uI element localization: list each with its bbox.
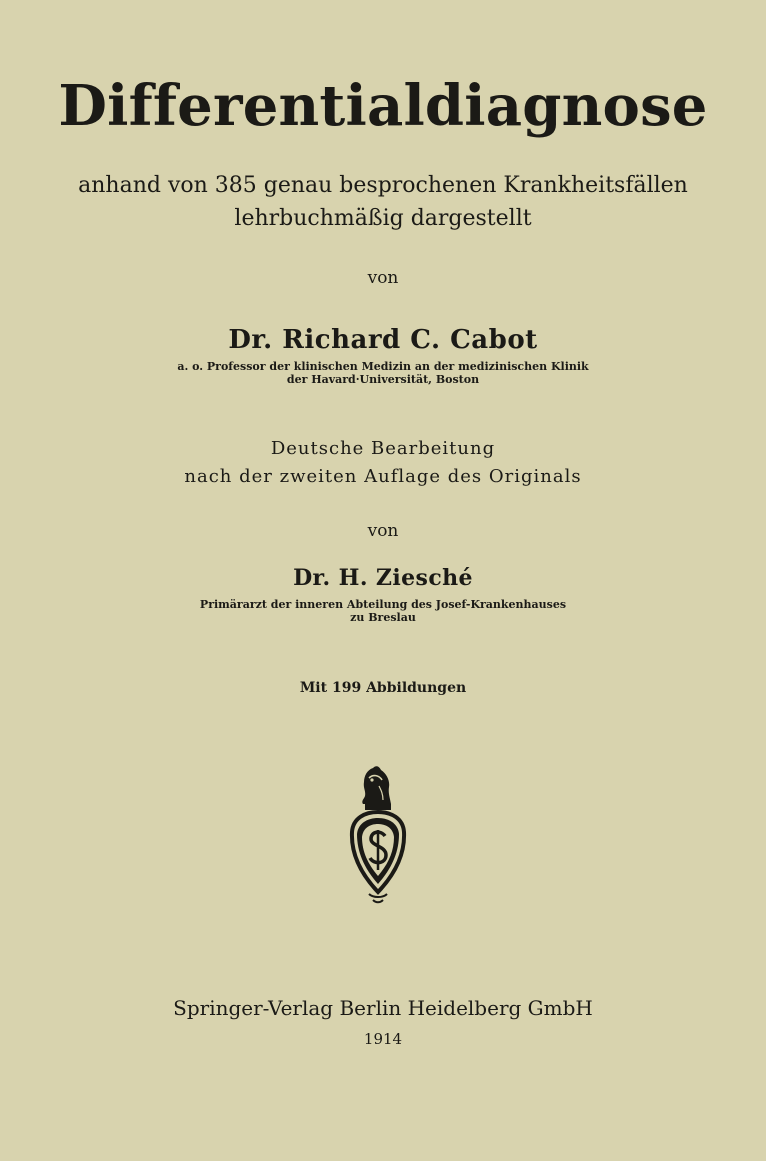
publisher-name: Springer-Verlag Berlin Heidelberg GmbH (173, 996, 593, 1020)
subtitle-line-2: lehrbuchmäßig dargestellt (234, 206, 532, 231)
adaptation-line-1: Deutsche Bearbeitung (270, 438, 496, 459)
springer-chess-knight-logo-icon (343, 760, 413, 910)
adaptation-line-2: nach der zweiten Auflage des Originals (184, 466, 582, 487)
illustrations-note: Mit 199 Abbildungen (299, 680, 467, 696)
author-affiliation-line-2: der Havard·Universität, Boston (286, 373, 480, 386)
author-name: Dr. Richard C. Cabot (228, 325, 538, 355)
translator-affiliation-line-2: zu Breslau (350, 611, 416, 624)
subtitle-line-1: anhand von 385 genau besprochenen Krankheitsfällen (78, 173, 688, 198)
publication-year: 1914 (363, 1030, 403, 1048)
author-affiliation-line-1: a. o. Professor der klinischen Medizin an der medizinischen Klinik (177, 360, 589, 373)
book-title: Differentialdiagnose (58, 73, 708, 139)
translator-name: Dr. H. Ziesché (293, 565, 473, 591)
by-label-translator: von (367, 521, 399, 541)
by-label-author: von (367, 268, 399, 288)
translator-affiliation-line-1: Primärarzt der inneren Abteilung des Josef-Krankenhauses (199, 598, 567, 611)
